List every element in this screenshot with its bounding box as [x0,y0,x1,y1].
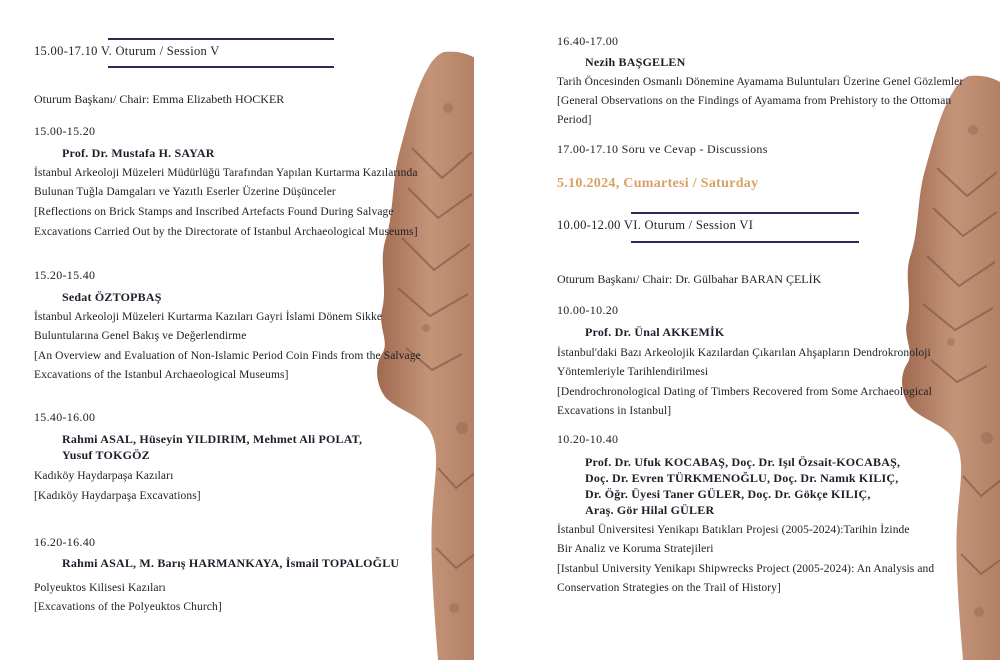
left-page [0,0,474,666]
talk-speaker: Sedat ÖZTOPBAŞ [62,290,162,304]
talk-title-line: [General Observations on the Findings of Ayamama from Prehistory to the Ottoman [557,95,952,107]
session-chair: Oturum Başkanı/ Chair: Emma Elizabeth HOCKER [34,92,285,106]
talk-time: 10.00-10.20 [557,303,619,317]
talk-title-line: [Dendrochronological Dating of Timbers Recovered from Some Archaeological [557,386,932,398]
talk-title-line: Excavations in Istanbul] [557,405,672,417]
talk-title-line: Bir Analiz ve Koruma Stratejileri [557,543,714,555]
session-vi-header: 10.00-12.00 VI. Oturum / Session VI [557,218,754,232]
talk-time: 10.20-10.40 [557,432,619,446]
talk-title-line: [Kadıköy Haydarpaşa Excavations] [34,490,201,502]
session-chair: Oturum Başkanı/ Chair: Dr. Gülbahar BARAN ÇELİK [557,272,822,286]
talk-time: 16.20-16.40 [34,535,96,549]
talk-title-line: Polyeuktos Kilisesi Kazıları [34,582,166,594]
talk-time: 15.20-15.40 [34,268,96,282]
talk-speaker: Rahmi ASAL, M. Barış HARMANKAYA, İsmail TOPALOĞLU [62,556,400,570]
talk-title-line: Period] [557,114,592,126]
session-v-header: 15.00-17.10 V. Oturum / Session V [34,44,220,58]
talk-speaker: Nezih BAŞGELEN [585,55,686,69]
talk-time: 15.00-15.20 [34,124,96,138]
talk-title-line: Excavations Carried Out by the Directorate of Istanbul Archaeological Museums] [34,226,418,238]
talk-speaker: Araş. Gör Hilal GÜLER [585,503,715,517]
talk-title-line: İstanbul Arkeoloji Müzeleri Kurtarma Kazıları Gayri İslami Dönem Sikke [34,311,383,323]
talk-time: 15.40-16.00 [34,410,96,424]
session-top-rule [108,38,334,40]
session-top-rule [631,212,859,214]
talk-title-line: Tarih Öncesinden Osmanlı Dönemine Ayamama Buluntuları Üzerine Genel Gözlemler [557,76,964,88]
day-date-heading: 5.10.2024, Cumartesi / Saturday [557,176,759,191]
talk-speaker: Rahmi ASAL, Hüseyin YILDIRIM, Mehmet Ali POLAT, [62,432,363,446]
talk-title-line: Buluntularına Genel Bakış ve Değerlendirme [34,330,247,342]
talk-title-line: Bulunan Tuğla Damgaları ve Yazıtlı Eserler Üzerine Düşünceler [34,186,336,198]
right-page-content [527,0,1000,666]
discussion-slot: 17.00-17.10 Soru ve Cevap - Discussions [557,142,768,156]
talk-speaker: Dr. Öğr. Üyesi Taner GÜLER, Doç. Dr. Gökçe KILIÇ, [585,487,871,501]
right-page [527,0,1000,666]
talk-title-line: Yöntemleriyle Tarihlendirilmesi [557,366,709,378]
talk-speaker: Prof. Dr. Mustafa H. SAYAR [62,146,215,160]
talk-title-line: Kadıköy Haydarpaşa Kazıları [34,470,174,482]
talk-title-line: İstanbul Üniversitesi Yenikapı Batıkları Projesi (2005-2024):Tarihin İzinde [557,524,910,536]
talk-title-line: [An Overview and Evaluation of Non-Islamic Period Coin Finds from the Salvage [34,350,421,362]
talk-speaker: Doç. Dr. Evren TÜRKMENOĞLU, Doç. Dr. Namık KILIÇ, [585,471,899,485]
talk-title-line: İstanbul'daki Bazı Arkeolojik Kazılardan Çıkarılan Ahşapların Dendrokronoloji [557,347,931,359]
talk-speaker: Yusuf TOKGÖZ [62,448,150,462]
talk-title-line: İstanbul Arkeoloji Müzeleri Müdürlüğü Tarafından Yapılan Kurtarma Kazılarında [34,167,418,179]
talk-speaker: Prof. Dr. Ufuk KOCABAŞ, Doç. Dr. Işıl Özsait-KOCABAŞ, [585,455,901,469]
session-bottom-rule [631,241,859,243]
left-page-content [0,0,474,666]
talk-title-line: [Excavations of the Polyeuktos Church] [34,601,222,613]
talk-title-line: Conservation Strategies on the Trail of History] [557,582,781,594]
session-bottom-rule [108,66,334,68]
talk-speaker: Prof. Dr. Ünal AKKEMİK [585,325,725,339]
talk-title-line: Excavations of the Istanbul Archaeological Museums] [34,369,289,381]
talk-title-line: [Istanbul University Yenikapı Shipwrecks Project (2005-2024): An Analysis and [557,563,935,575]
talk-title-line: [Reflections on Brick Stamps and Inscribed Artefacts Found During Salvage [34,206,394,218]
talk-time: 16.40-17.00 [557,34,619,48]
